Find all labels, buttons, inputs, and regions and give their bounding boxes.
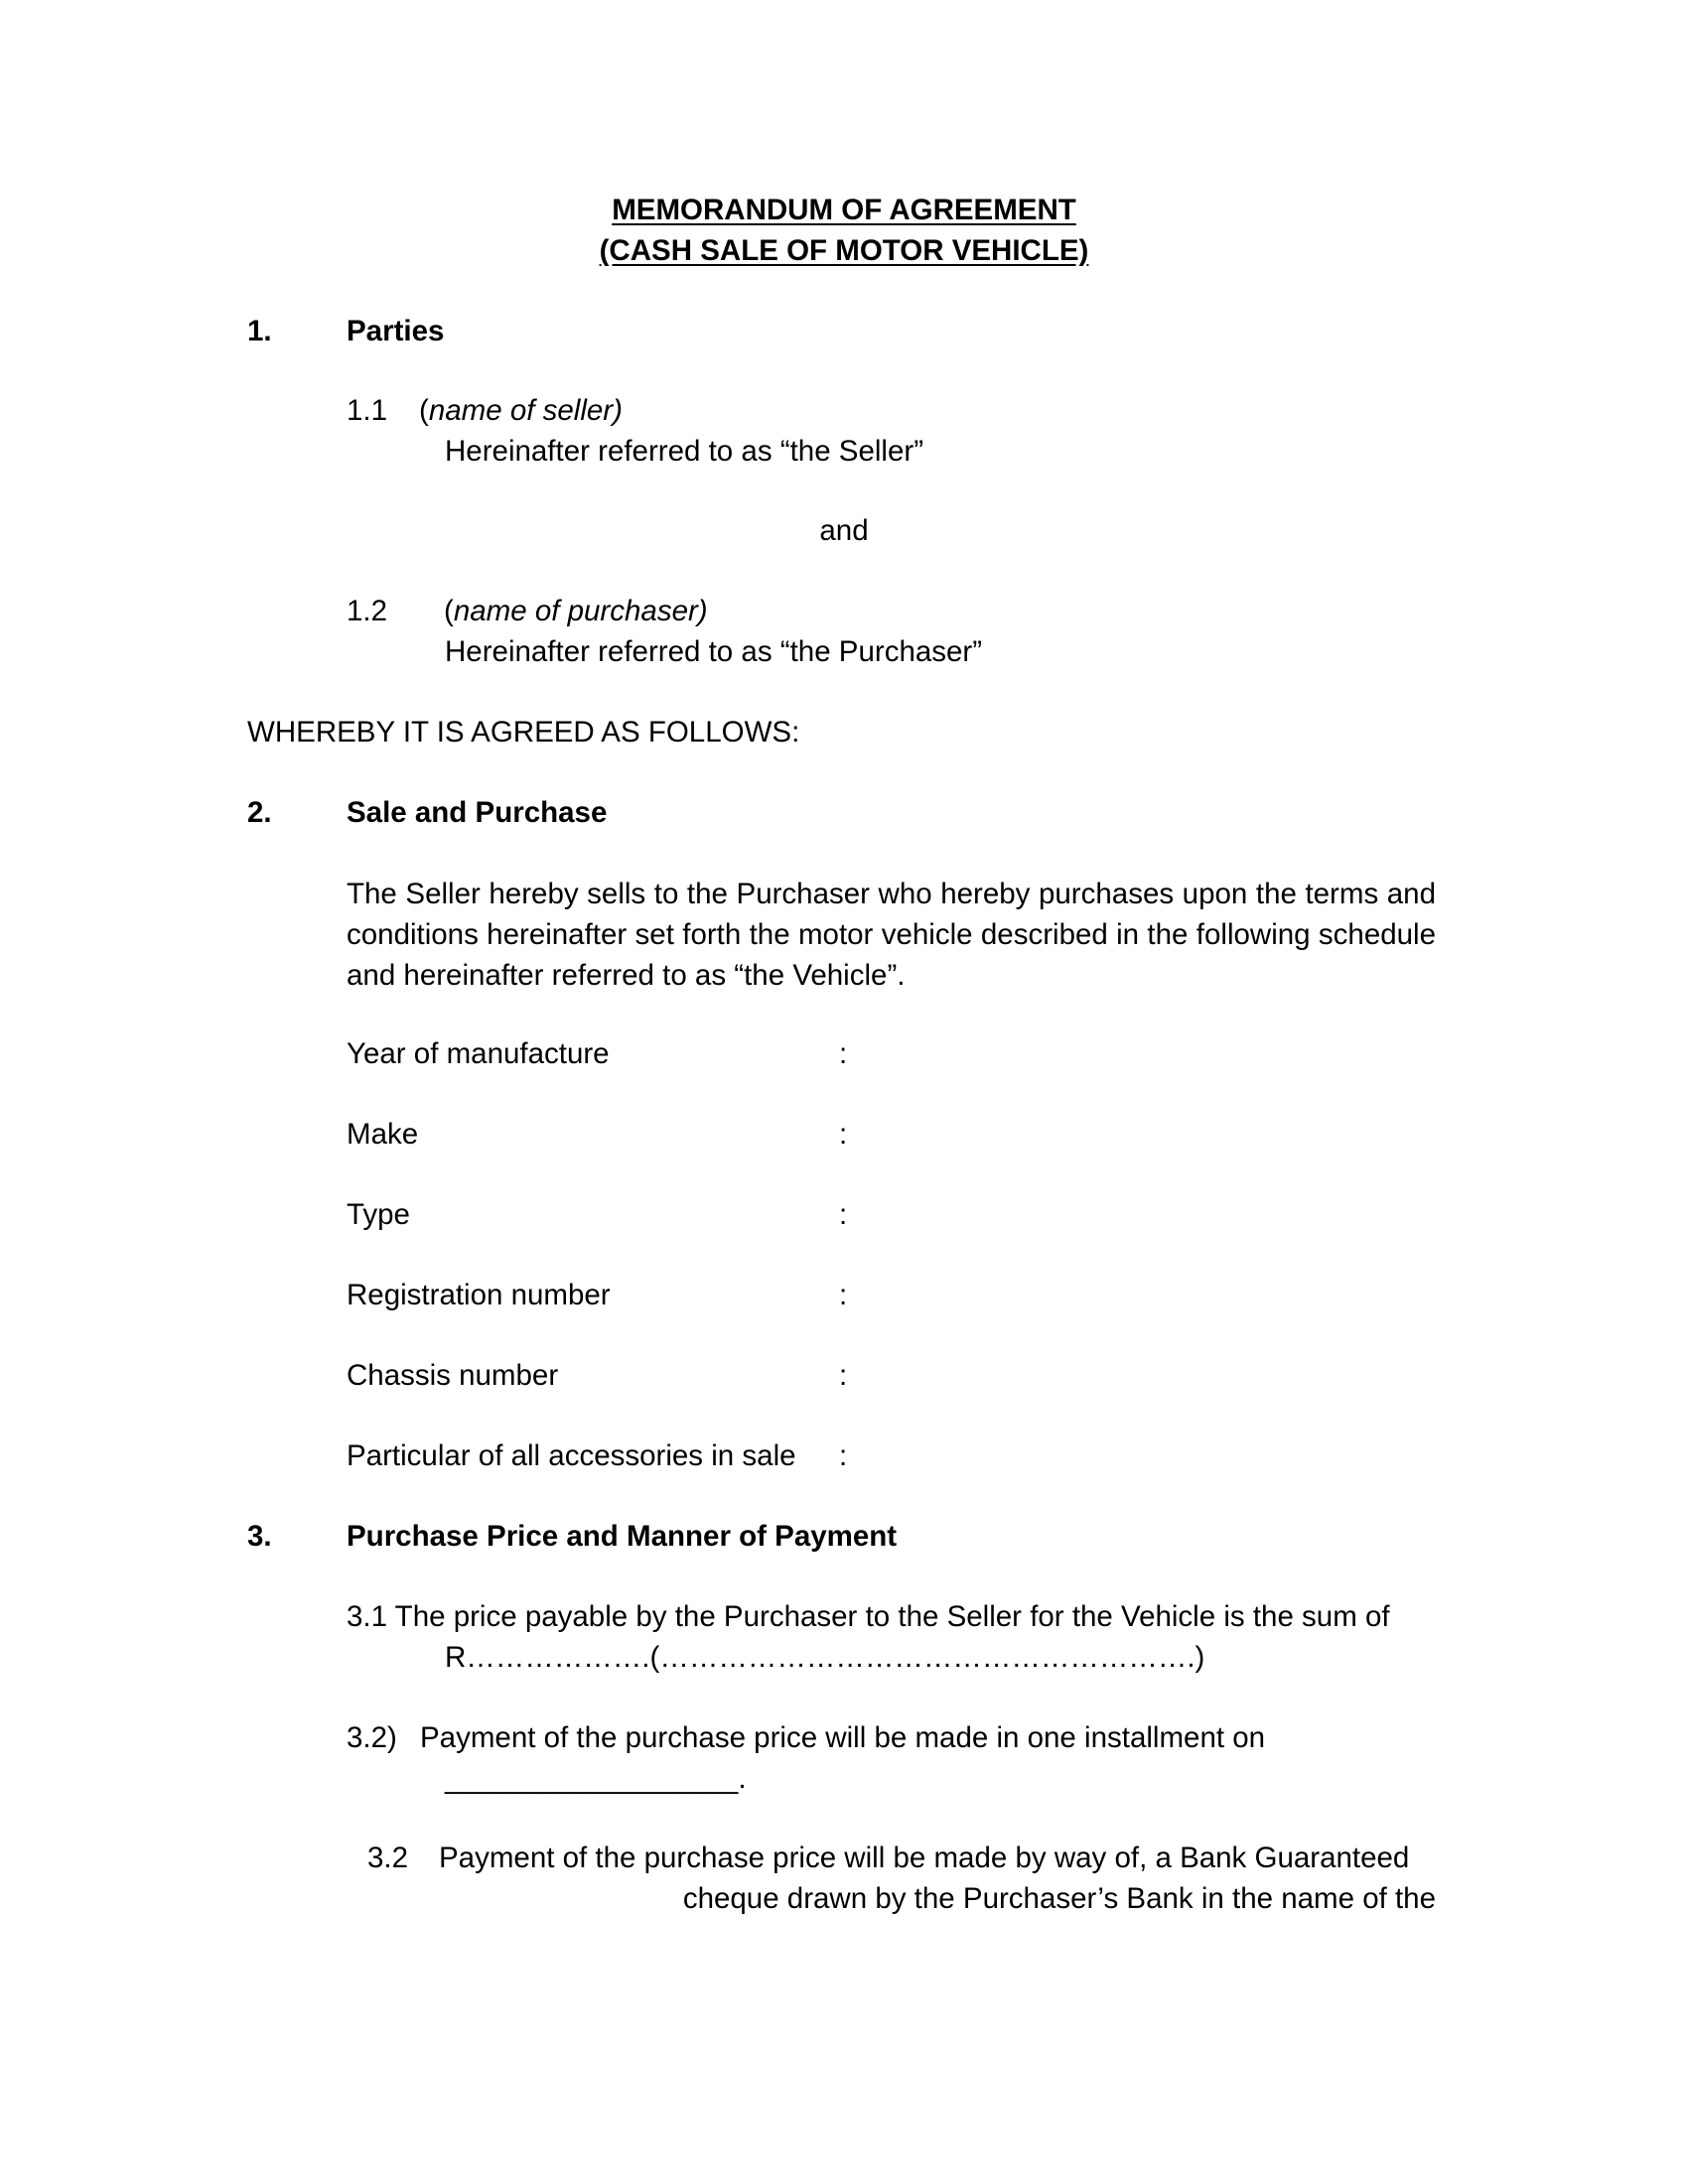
purchaser-referred-text: Hereinafter referred to as “the Purchaser” [445, 635, 983, 668]
purchaser-name-text: name of purchaser) [453, 595, 708, 627]
clause-3-2a-date-blank: __________________. [445, 1762, 747, 1795]
purchaser-open-paren: ( [444, 595, 454, 627]
schedule-label-accessories: Particular of all accessories in sale [347, 1439, 796, 1472]
section-1-number: 1. [247, 315, 272, 347]
section-3-heading: Purchase Price and Manner of Payment [347, 1520, 898, 1553]
clause-3-2b-line1: Payment of the purchase price will be made by way of, a Bank Guaranteed [439, 1842, 1410, 1874]
schedule-colon-type: : [839, 1198, 848, 1231]
seller-referred-text: Hereinafter referred to as “the Seller” [445, 435, 924, 468]
clause-3-2a-line1: Payment of the purchase price will be made in one installment on [420, 1721, 1266, 1754]
clause-3-1-line1: 3.1 The price payable by the Purchaser to the Seller for the Vehicle is the sum of [347, 1600, 1390, 1633]
purchaser-name-placeholder [444, 592, 708, 631]
clause-3-2a-number: 3.2) [347, 1721, 397, 1754]
schedule-label-year: Year of manufacture [347, 1037, 610, 1070]
document-title: MEMORANDUM OF AGREEMENT [612, 194, 1076, 226]
schedule-label-type: Type [347, 1198, 410, 1231]
schedule-colon-year: : [839, 1037, 848, 1070]
schedule-label-chassis: Chassis number [347, 1359, 559, 1392]
conjunction-and: and [819, 514, 869, 547]
schedule-colon-accessories: : [839, 1439, 848, 1472]
clause-3-2b-line2: cheque drawn by the Purchaser’s Bank in the name of the [682, 1882, 1436, 1915]
document-subtitle: (CASH SALE OF MOTOR VEHICLE) [599, 234, 1089, 267]
section-2-number: 2. [247, 796, 272, 829]
section-3-number: 3. [247, 1520, 272, 1553]
section-2-heading: Sale and Purchase [347, 796, 608, 829]
whereby-statement: WHEREBY IT IS AGREED AS FOLLOWS: [247, 716, 800, 749]
clause-1-2-number: 1.2 [347, 595, 388, 627]
schedule-label-make: Make [347, 1118, 419, 1151]
clause-3-2b-number: 3.2 [367, 1842, 409, 1874]
seller-name-placeholder [419, 391, 623, 431]
clause-1-1-number: 1.1 [347, 394, 388, 427]
sale-paragraph: The Seller hereby sells to the Purchaser who hereby purchases upon the terms and conditions hereinafter set forth the motor vehicle described in the following schedule and hereinafter referred to as “the Vehicle”. [347, 878, 1436, 992]
section-1-heading: Parties [347, 315, 445, 347]
schedule-colon-chassis: : [839, 1359, 848, 1392]
seller-open-paren: ( [419, 394, 429, 427]
clause-3-1-price-blank: R……………….(……………………………………………….) [445, 1641, 1205, 1674]
schedule-colon-registration: : [839, 1279, 848, 1311]
seller-name-text: name of seller) [428, 394, 623, 427]
schedule-label-registration: Registration number [347, 1279, 611, 1311]
schedule-colon-make: : [839, 1118, 848, 1151]
